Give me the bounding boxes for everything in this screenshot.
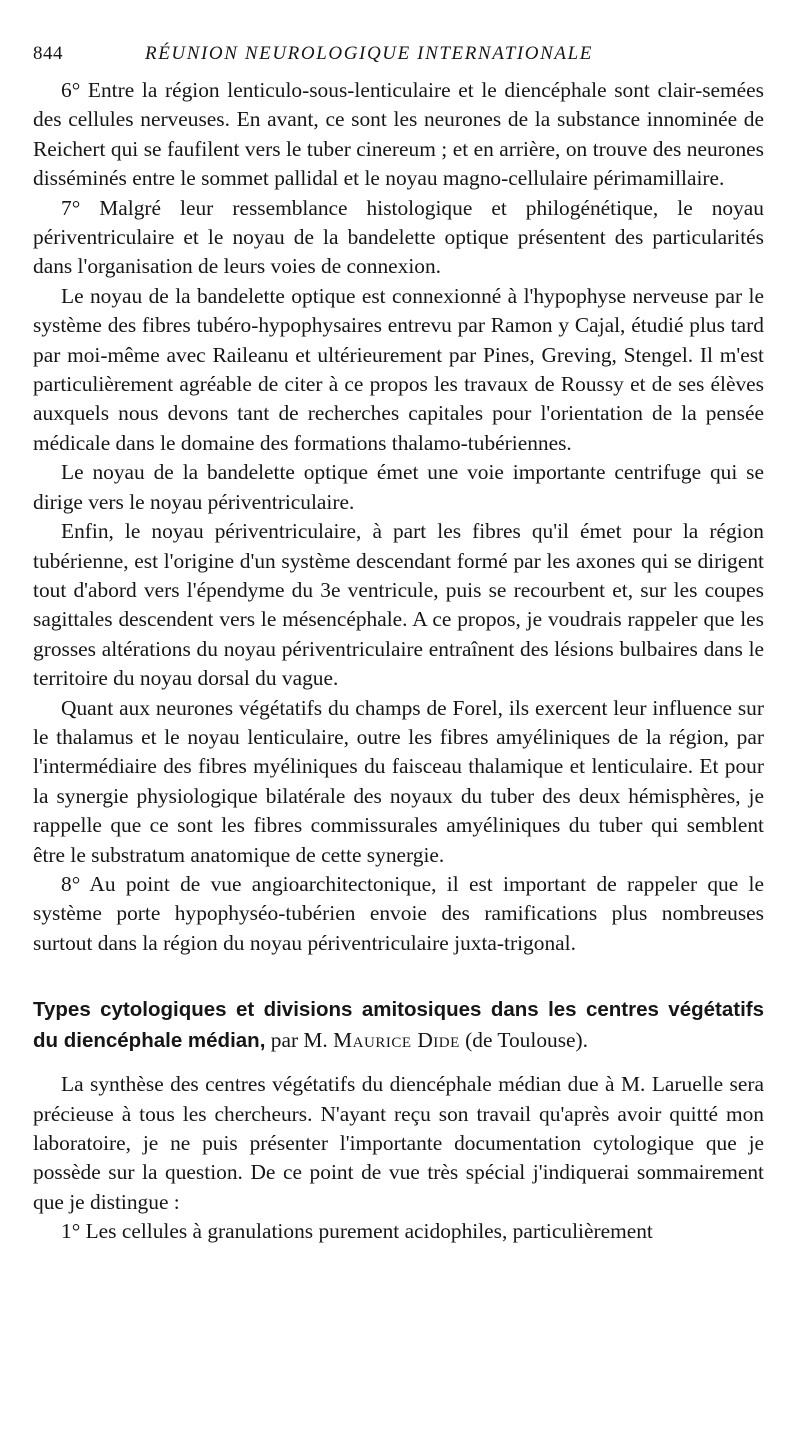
section-heading (33, 994, 764, 1056)
paragraph: 1° Les cellules à granulations purement acidophiles, particulièrement (61, 1219, 653, 1244)
running-title: RÉUNION NEUROLOGIQUE INTERNATIONALE (145, 43, 593, 64)
paragraph: Quant aux neurones végétatifs du champs de Forel, ils exercent leur influence sur le thalamus et le noyau lenticulaire, outre les fibres amyéliniques de la région, par l'intermédiaire des fibres myéliniques du faisceau thalamique et lenticulaire. Et pour la synergie physiologique bilatérale des noyaux du tuber des deux hémisphères, je rappelle que ce sont les fibres commissurales amyéliniques du tuber qui semblent être le substratum anatomique de cette synergie. (33, 695, 764, 867)
author-prefix: par M. (270, 1028, 328, 1053)
author-name: Maurice Dide (333, 1028, 460, 1053)
section-title: Types cytologiques et divisions amitosiques dans les centres végétatifs du diencéphale médian, (33, 998, 764, 1053)
paragraph: 8° Au point de vue angioarchitectonique, il est important de rappeler que le système porte hypophyséo-tubérien envoie des ramifications plus nombreuses surtout dans la région du noyau périventriculaire juxta-trigonal. (33, 871, 764, 955)
body-text (33, 76, 764, 1247)
section-gap (33, 958, 764, 994)
paragraph: Enfin, le noyau périventriculaire, à part les fibres qu'il émet pour la région tubérienne, est l'origine d'un système descendant formé par les axones qui se dirigent tout d'abord vers l'épendyme du 3e ventricule, puis se recourbent et, sur les coupes sagittales descendent vers le mésencéphale. A ce propos, je voudrais rappeler que les grosses altérations du noyau périventriculaire entraînent des lésions bulbaires dans le territoire du noyau dorsal du vague. (33, 519, 764, 691)
paragraph: 6° Entre la région lenticulo-sous-lenticulaire et le diencéphale sont clair-semées des cellules nerveuses. En avant, ce sont les neurones de la substance innominée de Reichert qui se faufilent vers le tuber cinereum ; et en arrière, on trouve des neurones disséminés entre le sommet pallidal et le noyau magno-cellulaire périmamillaire. (33, 78, 764, 191)
paragraph: La synthèse des centres végétatifs du diencéphale médian due à M. Laruelle sera précieuse à tous les chercheurs. N'ayant reçu son travail qu'après avoir quitté mon laboratoire, je ne puis présenter l'importante documentation cytologique que je possède sur la question. De ce point de vue très spécial j'indiquerai sommairement que je distingue : (33, 1072, 764, 1214)
running-head (33, 40, 764, 76)
paragraph: Le noyau de la bandelette optique émet une voie importante centrifuge qui se dirige vers le noyau périventriculaire. (33, 460, 764, 514)
paragraph: 7° Malgré leur ressemblance histologique et philogénétique, le noyau périventriculaire et le noyau de la bandelette optique présentent des particularités dans l'organisation de leurs voies de connexion. (33, 195, 764, 279)
paragraph: Le noyau de la bandelette optique est connexionné à l'hypophyse nerveuse par le système des fibres tubéro-hypophysaires entrevu par Ramon y Cajal, étudié plus tard par moi-même avec Raileanu et ultérieurement par Pines, Greving, Stengel. Il m'est particulièrement agréable de citer à ce propos les travaux de Roussy et de ses élèves auxquels nous devons tant de recherches capitales pour l'orientation de la pensée médicale dans le domaine des formations thalamo-tubériennes. (33, 283, 764, 455)
page-number: 844 (33, 43, 63, 64)
author-affiliation: (de Toulouse). (465, 1028, 589, 1053)
